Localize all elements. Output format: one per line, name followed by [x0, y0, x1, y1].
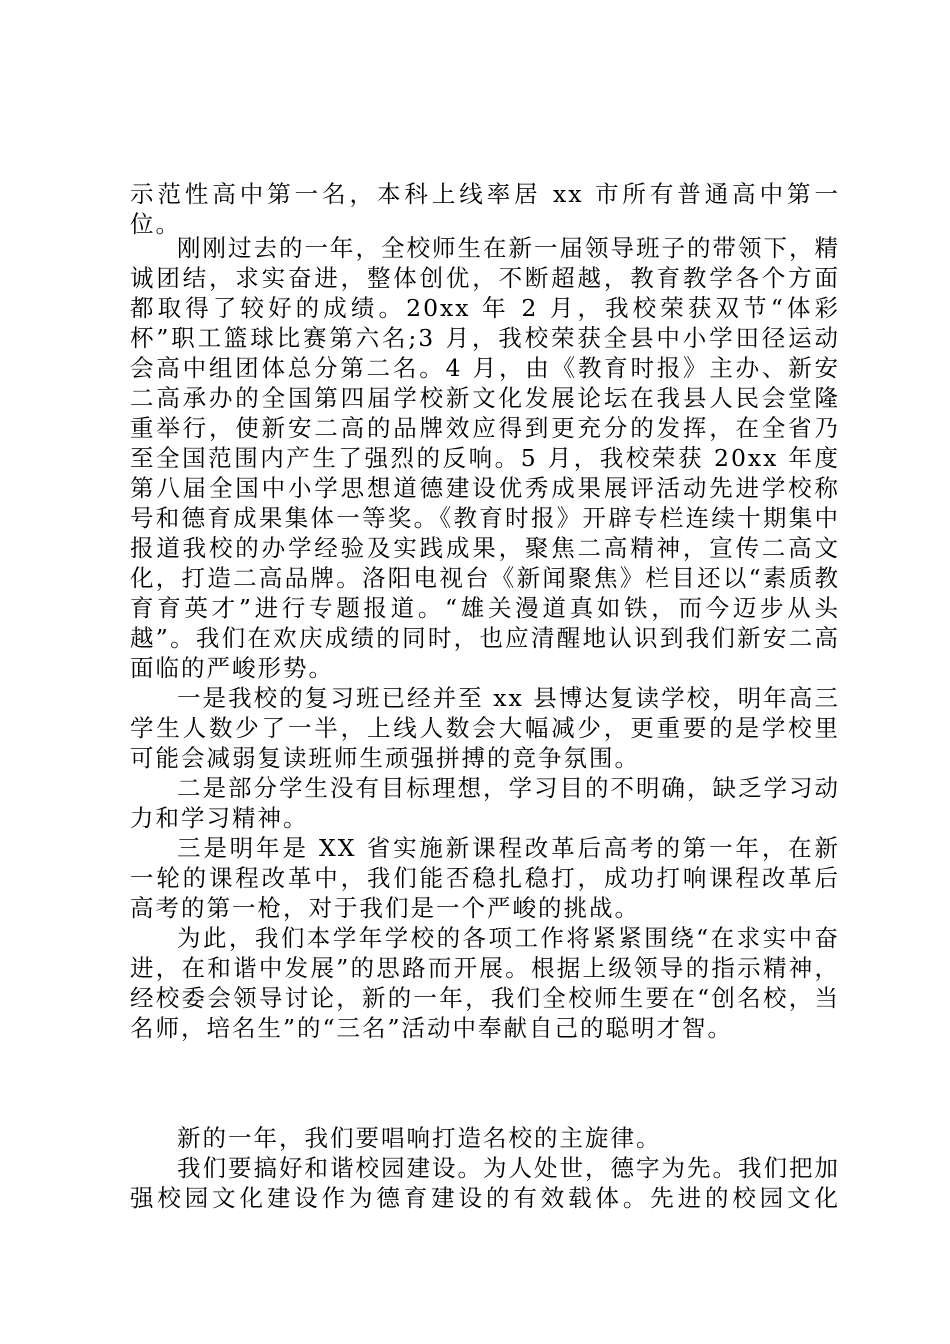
paragraph-challenge-one: 一是我校的复习班已经并至 xx 县博达复读学校，明年高三学生人数少了一半，上线人数会大幅减少，更重要的是学校里可能会减弱复读班师生顽强拼搏的竞争氛围。 [130, 684, 840, 772]
paragraph-achievements: 刚刚过去的一年，全校师生在新一届领导班子的带领下，精诚团结，求实奋进，整体创优，不断超越，教育教学各个方面都取得了较好的成绩。20xx 年 2 月，我校荣获双节“体彩杯”职工篮球比赛第六名;3 月，我校荣获全县中小学田径运动会高中组团体总分第二名。4 月，由《教育时报》主办、新安二高承办的全国第四届学校新文化发展论坛在我县人民会堂隆重举行，使新安二高的品牌效应得到更充分的发挥，在全省乃至全国范围内产生了强烈的反响。5 月，我校荣获 20xx 年度第八届全国中小学思想道德建设优秀成果展评活动先进学校称号和德育成果集体一等奖。《教育时报》开辟专栏连续十期集中报道我校的办学经验及实践成果，聚焦二高精神，宣传二高文化，打造二高品牌。洛阳电视台《新闻聚焦》栏目还以“素质教育育英才”进行专题报道。“雄关漫道真如铁，而今迈步从头越”。我们在欢庆成绩的同时，也应清醒地认识到我们新安二高面临的严峻形势。 [130, 234, 840, 682]
main-section [130, 233, 840, 1043]
paragraph-challenge-three: 三是明年是 XX 省实施新课程改革后高考的第一年，在新一轮的课程改革中，我们能否稳扎稳打，成功打响课程改革后高考的第一枪，对于我们是一个严峻的挑战。 [130, 834, 840, 922]
opening-section [130, 179, 840, 239]
opening-line: 示范性高中第一名，本科上线率居 xx 市所有普通高中第一位。 [130, 180, 840, 238]
paragraph-campus-culture: 我们要搞好和谐校园建设。为人处世，德字为先。我们把加强校园文化建设作为德育建设的有效载体。先进的校园文化 [130, 1154, 840, 1212]
paragraph-theme: 新的一年，我们要唱响打造名校的主旋律。 [177, 1124, 662, 1152]
closing-section [130, 1123, 840, 1213]
paragraph-plan: 为此，我们本学年学校的各项工作将紧紧围绕“在求实中奋进，在和谐中发展”的思路而开展。根据上级领导的指示精神，经校委会领导讨论，新的一年，我们全校师生要在“创名校，当名师，培名生”的“三名”活动中奉献自己的聪明才智。 [130, 924, 840, 1042]
paragraph-challenge-two: 二是部分学生没有目标理想，学习目的不明确，缺乏学习动力和学习精神。 [130, 774, 840, 832]
